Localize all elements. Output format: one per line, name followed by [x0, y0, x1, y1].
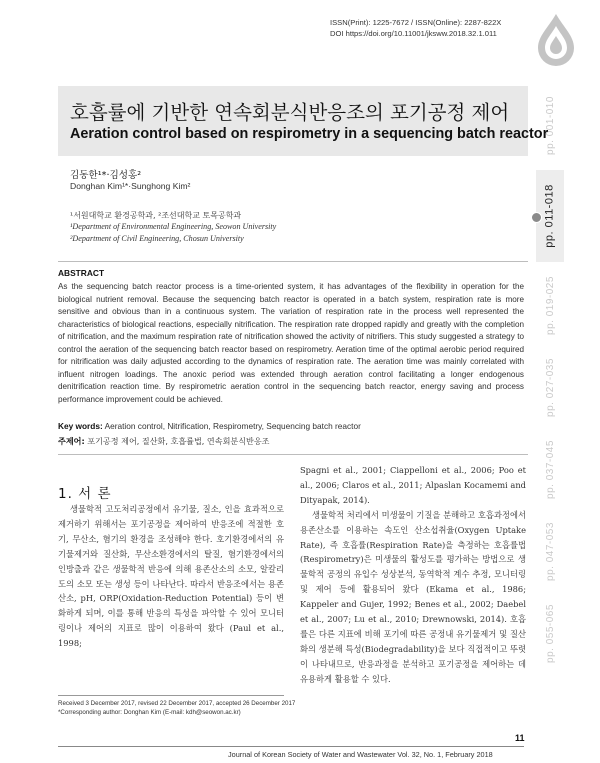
tab-pp-011-018[interactable]: pp. 011-018: [536, 170, 564, 262]
divider: [58, 261, 528, 262]
keywords-korean-label: 주제어:: [58, 436, 85, 446]
footnote: [58, 699, 298, 717]
affiliation-2: ²Department of Civil Engineering, Chosun University: [70, 234, 244, 243]
body-paragraph: 생물학적 고도처리공정에서 유기물, 질소, 인을 효과적으로 제거하기 위해서는 포기공정을 제어하여 반응조에 적절한 호기, 무산소, 혐기의 환경을 조성해야 한다. 호기환경에서의 유기물제거와 질산화, 무산소환경에서의 탈질, 혐기환경에서의 인방출과 같은 생물학적 반응에 의해 용존산소의 소모, 알칼리도의 소모 또는 생성 등이 나타난다. 따라서 반응조에서는 용존산소, pH, ORP(Oxidation-Reduction Potential) 등이 변화하게 되며, 이를 통해 반응의 특성을 파악할 수 있어 모니터링이나 제어의 지표로 많이 이용하여 왔다 (Paul et al., 1998;: [58, 504, 284, 649]
issue-contents-sidebar: [536, 86, 564, 726]
body-paragraph: 생물학적 처리에서 미생물이 기질을 분해하고 호흡과정에서 용존산소를 이용하는 속도인 산소섭취율(Oxygen Uptake Rate), 즉 호흡률(Respiration Rate)을 측정하는 호흡률법(Respirometry)은 미생물의 활성도를 평가하는 방법으로 생물학적 공정의 유입수 성상분석, 동역학적 계수 추정, 모니터링 및 제어 등에 활용되어 왔다 (Ekama et al., 1986; Kappeler and Gujer, 1992; Benes et al., 2002; Daebel et al., 2007; Lu et al., 2010; Drewnowski, 2014). 호흡률은 다른 지표에 비해 포기에 따른 공정내 유기물제거 및 질산화의 생분해 특성(Biodegradability)을 보다 직접적이고 뚜렷이 나타내므로, 반응과정을 분석하고 포기공정을 제어하는 데 유용하게 활용할 수 있다.: [300, 509, 526, 684]
body-paragraph: Spagni et al., 2001; Ciappelloni et al., 2006; Poo et al., 2006; Claros et al., 2011; Alpaslan Kocamemi and Dityapak, 2014).: [300, 465, 526, 505]
footnote-divider: [58, 695, 284, 696]
tab-pp-037-045[interactable]: pp. 037-045: [544, 439, 556, 499]
received-dates: Received 3 December 2017, revised 22 December 2017, accepted 26 December 2017: [58, 700, 296, 707]
water-drop-logo-icon: [530, 12, 582, 68]
page-number: 11: [515, 733, 525, 743]
body-column-left: [58, 502, 284, 651]
tab-pp-047-053[interactable]: pp. 047-053: [544, 521, 556, 581]
journal-citation: Journal of Korean Society of Water and Wastewater Vol. 32, No. 1, February 2018: [228, 750, 493, 759]
issn-text: ISSN(Print): 1225-7672 / ISSN(Online): 2287-822X: [330, 18, 502, 27]
issn-doi-block: [330, 17, 516, 39]
footer-divider: [58, 746, 524, 747]
keywords-korean-text: 포기공정 제어, 질산화, 호흡률법, 연속회분식반응조: [87, 436, 270, 446]
corresponding-author: *Corresponding author: Donghan Kim (E-mail: kdh@seowon.ac.kr): [58, 709, 241, 716]
paper-title-korean: 호흡률에 기반한 연속회분식반응조의 포기공정 제어: [70, 101, 510, 124]
keywords: [58, 421, 361, 431]
divider: [58, 454, 528, 455]
paper-title-english: Aeration control based on respirometry in a sequencing batch reactor: [70, 126, 549, 142]
keywords-text: Aeration control, Nitrification, Respirometry, Sequencing batch reactor: [104, 421, 361, 431]
body-column-right: [300, 463, 526, 687]
abstract-text: As the sequencing batch reactor process is a time-oriented system, it has advantages of the flexibility in operation for the biological nutrient removal. Because the sequencing batch reactor is operated in a batch system, respiration rate is more sensitive and obvious than in a continuous system. The variation of respiration rate in the process well represented the characteristics of biological reactions, especially nitrification. The respiration rate dropped rapidly and greatly with the completion of nitrification, and the maximum respiration rate of nitrification showed the activity of nitrifiers. This study suggested a strategy to control the aeration of the sequencing batch reactor based on respirometry. Aeration time of the optimal aerobic period required for nitrification was daily adjusted according to the dynamics of respiration rate. The aeration time was mainly correlated with influent nitrogen loadings. The anoxic period was extended through aeration control facilitating a longer endogenous denitrification reaction time. By respirometric aeration control in the sequencing batch reactor, energy saving and process performance improvement could be achieved.: [58, 282, 524, 404]
doi-link[interactable]: DOI https://doi.org/10.11001/jksww.2018.32.1.011: [330, 29, 497, 38]
keywords-korean: [58, 436, 269, 447]
section-title-introduction: 1. 서 론: [58, 486, 112, 502]
active-tab-marker-icon: [531, 212, 542, 223]
authors-english: Donghan Kim¹*·Sunghong Kim²: [70, 181, 191, 191]
tab-pp-027-035[interactable]: pp. 027-035: [544, 357, 556, 417]
keywords-label: Key words:: [58, 421, 103, 431]
tab-pp-001-010[interactable]: pp. 001-010: [544, 95, 556, 155]
tab-pp-019-025[interactable]: pp. 019-025: [544, 275, 556, 335]
affiliation-1: ¹Department of Environmental Engineering, Seowon University: [70, 222, 277, 231]
authors-korean: 김동한¹*·김성홍²: [70, 170, 142, 181]
affiliation-korean: ¹서원대학교 환경공학과, ²조선대학교 토목공학과: [70, 211, 242, 220]
abstract-heading: ABSTRACT: [58, 268, 105, 278]
tab-pp-055-065[interactable]: pp. 055-065: [544, 603, 556, 663]
